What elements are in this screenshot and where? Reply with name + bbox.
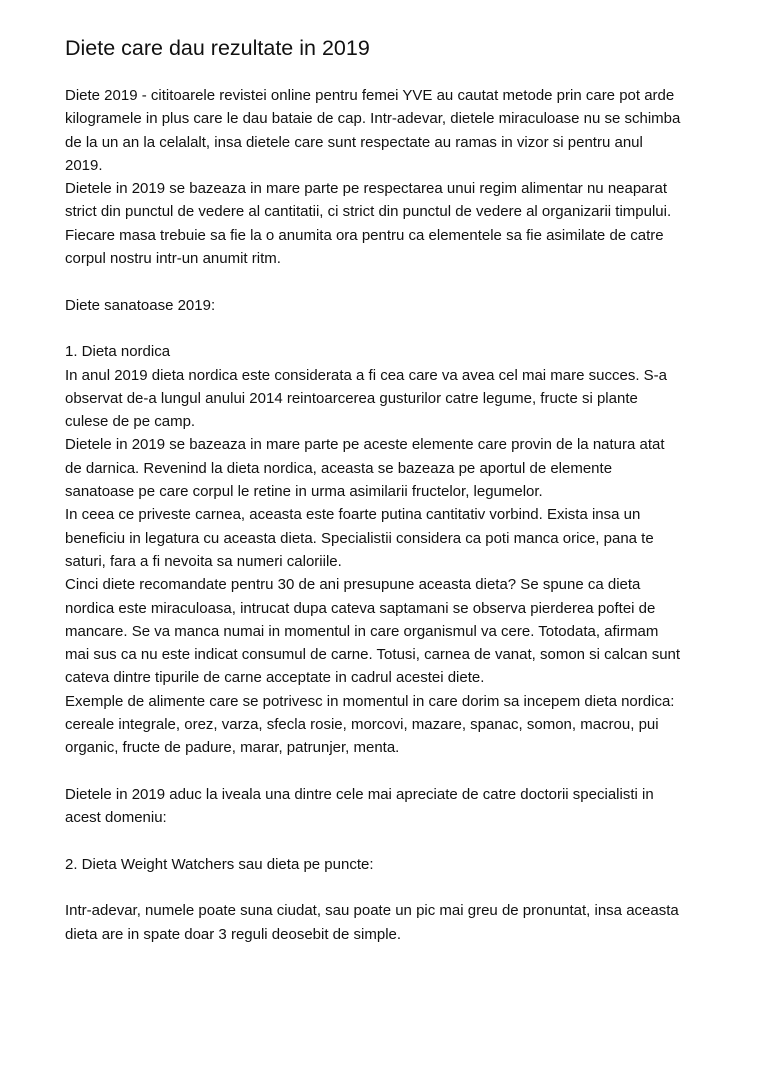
text-line: dieta are in spate doar 3 reguli deosebit de simple. <box>65 925 402 943</box>
text-line: Dietele in 2019 se bazeaza in mare parte pe aceste elemente care provin de la natura atat <box>65 436 665 454</box>
text-line: nordica este miraculoasa, intrucat dupa cateva saptamani se observa pierderea poftei de <box>65 599 656 617</box>
document-title: Diete care dau rezultate in 2019 <box>65 36 370 60</box>
blank-line <box>65 317 715 340</box>
blank-line <box>65 270 715 293</box>
text-line: kilogramele in plus care le dau bataie de cap. Intr-adevar, dietele miraculoase nu se schimba <box>65 110 681 128</box>
blank-line <box>65 830 715 853</box>
document-page <box>65 34 715 946</box>
text-line: de la un an la celalalt, insa dietele care sunt respectate au ramas in vizor si pentru anul <box>65 133 643 151</box>
text-line: Exemple de alimente care se potrivesc in momentul in care dorim sa incepem dieta nordica: <box>65 692 675 710</box>
text-line: Fiecare masa trebuie sa fie la o anumita ora pentru ca elementele sa fie asimilate de catre <box>65 226 664 244</box>
blank-line <box>65 760 715 783</box>
blank-line <box>65 876 715 899</box>
text-line: Diete sanatoase 2019: <box>65 296 216 314</box>
text-line: corpul nostru intr-un anumit ritm. <box>65 250 281 268</box>
text-line: sanatoase pe care corpul le retine in urma asimilarii fructelor, legumelor. <box>65 483 543 501</box>
text-line: 1. Dieta nordica <box>65 343 171 361</box>
text-line: Diete 2019 - cititoarele revistei online pentru femei YVE au cautat metode prin care pot arde <box>65 87 675 104</box>
text-line: acest domeniu: <box>65 809 167 827</box>
document-body <box>65 84 715 946</box>
text-line: Intr-adevar, numele poate suna ciudat, sau poate un pic mai greu de pronuntat, insa aceasta <box>65 902 679 920</box>
text-line: Cinci diete recomandate pentru 30 de ani presupune aceasta dieta? Se spune ca dieta <box>65 576 641 594</box>
text-line: Dietele in 2019 se bazeaza in mare parte pe respectarea unui regim alimentar nu neaparat <box>65 180 668 198</box>
text-line: de darnica. Revenind la dieta nordica, aceasta se bazeaza pe aportul de elemente <box>65 459 613 477</box>
text-line: Dietele in 2019 aduc la iveala una dintre cele mai apreciate de catre doctorii specialisti in <box>65 785 654 803</box>
text-line: cateva dintre tipurile de carne acceptate in cadrul acestei diete. <box>65 669 485 687</box>
text-line: 2. Dieta Weight Watchers sau dieta pe puncte: <box>65 855 374 873</box>
text-line: observat de-a lungul anului 2014 reintoarcerea gusturilor catre legume, fructe si plante <box>65 389 638 407</box>
text-line: culese de pe camp. <box>65 413 196 431</box>
text-line: In anul 2019 dieta nordica este considerata a fi cea care va avea cel mai mare succes. S-a <box>65 366 667 384</box>
text-line: beneficiu in legatura cu aceasta dieta. Specialistii considera ca poti manca orice, pana te <box>65 529 654 547</box>
text-line: saturi, fara a fi nevoita sa numeri caloriile. <box>65 552 342 570</box>
text-line: cereale integrale, orez, varza, sfecla rosie, morcovi, mazare, spanac, somon, macrou, pui <box>65 716 659 734</box>
text-line: organic, fructe de padure, marar, patrunjer, menta. <box>65 739 400 757</box>
text-line: mai sus ca nu este indicat consumul de carne. Totusi, carnea de vanat, somon si calcan sunt <box>65 646 681 664</box>
text-line: 2019. <box>65 156 103 174</box>
text-line: In ceea ce priveste carnea, aceasta este foarte putina cantitativ vorbind. Exista insa un <box>65 506 641 524</box>
text-line: strict din punctul de vedere al cantitatii, ci strict din punctul de vedere al organizarii timpului. <box>65 203 672 221</box>
text-line: mancare. Se va manca numai in momentul in care organismul va cere. Totodata, afirmam <box>65 622 659 640</box>
